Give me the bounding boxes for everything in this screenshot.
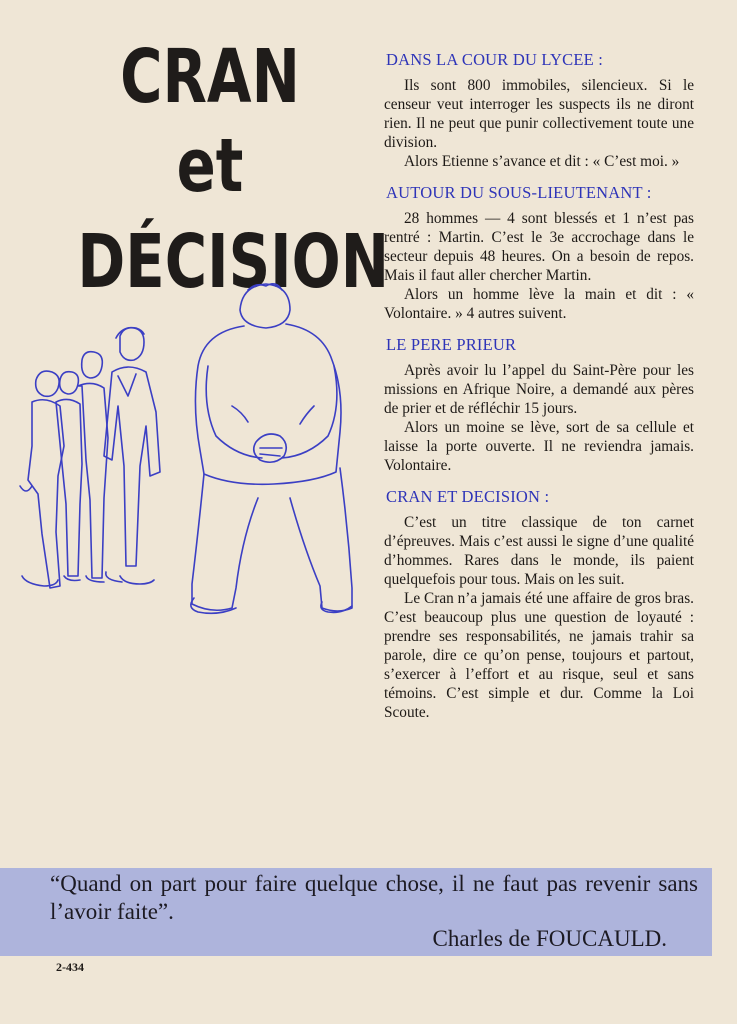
section-paragraph: C’est un titre classique de ton carnet d’épreuves. Mais c’est aussi le signe d’une qualité d’hommes. Rares dans le monde, ils paient quelquefois pour tous. Mais on les suit. (384, 514, 694, 588)
text-column (384, 50, 694, 734)
section-sous-lieutenant (384, 183, 694, 323)
section-paragraph: Alors un homme lève la main et dit : « Volontaire. » 4 autres suivent. (384, 286, 694, 322)
section-paragraph: 28 hommes — 4 sont blessés et 1 n’est pas rentré : Martin. C’est le 3e accrochage dans le secteur depuis 48 heures. On a besoin de repos. Mais il faut aller chercher Martin. (384, 210, 694, 284)
section-heading: CRAN ET DECISION : (386, 487, 550, 506)
section-cour-du-lycee (384, 50, 694, 171)
title-line-2: et DÉCISION (77, 123, 389, 305)
quote-author: Charles de FOUCAULD. (432, 926, 667, 951)
section-cran-et-decision (384, 487, 694, 722)
section-paragraph: Alors un moine se lève, sort de sa cellule et laisse la porte ouverte. Il ne reviendra jamais. Volontaire. (384, 419, 694, 474)
man-from-behind-figure (191, 284, 352, 614)
quote-text: “Quand on part pour faire quelque chose, il ne faut pas revenir sans l’avoir faite”. (50, 871, 698, 924)
section-heading: LE PERE PRIEUR (386, 335, 517, 354)
section-heading: DANS LA COUR DU LYCEE : (386, 50, 603, 69)
scouts-and-man-illustration-icon (8, 276, 368, 626)
boy-figure-4 (20, 371, 64, 588)
section-paragraph: Le Cran n’a jamais été une affaire de gros bras. C’est beaucoup plus une question de loyauté : prendre ses responsabilités, ne jamais trahir sa parole, dire ce qu’on pense, toujours et partout, s’exercer à l’effort et au risque, seul et sans témoins. C’est simple et dur. Comme la Loi Scoute. (384, 590, 694, 721)
section-heading: AUTOUR DU SOUS-LIEUTENANT : (386, 183, 652, 202)
boy-figure-1 (104, 328, 160, 584)
section-paragraph: Après avoir lu l’appel du Saint-Père pour les missions en Afrique Noire, a demandé aux pères de prier et de réfléchir 15 jours. (384, 362, 694, 417)
page-title (77, 34, 389, 310)
boy-figure-3 (56, 372, 82, 581)
section-pere-prieur (384, 335, 694, 475)
section-paragraph: Alors Etienne s’avance et dit : « C’est moi. » (404, 153, 680, 170)
section-paragraph: Ils sont 800 immobiles, silencieux. Si le censeur veut interroger les suspects ils ne diront rien. Il ne peut que punir collectivement toute une division. (384, 77, 694, 151)
page-number: 2-434 (56, 960, 84, 974)
title-line-1: CRAN (120, 34, 300, 120)
